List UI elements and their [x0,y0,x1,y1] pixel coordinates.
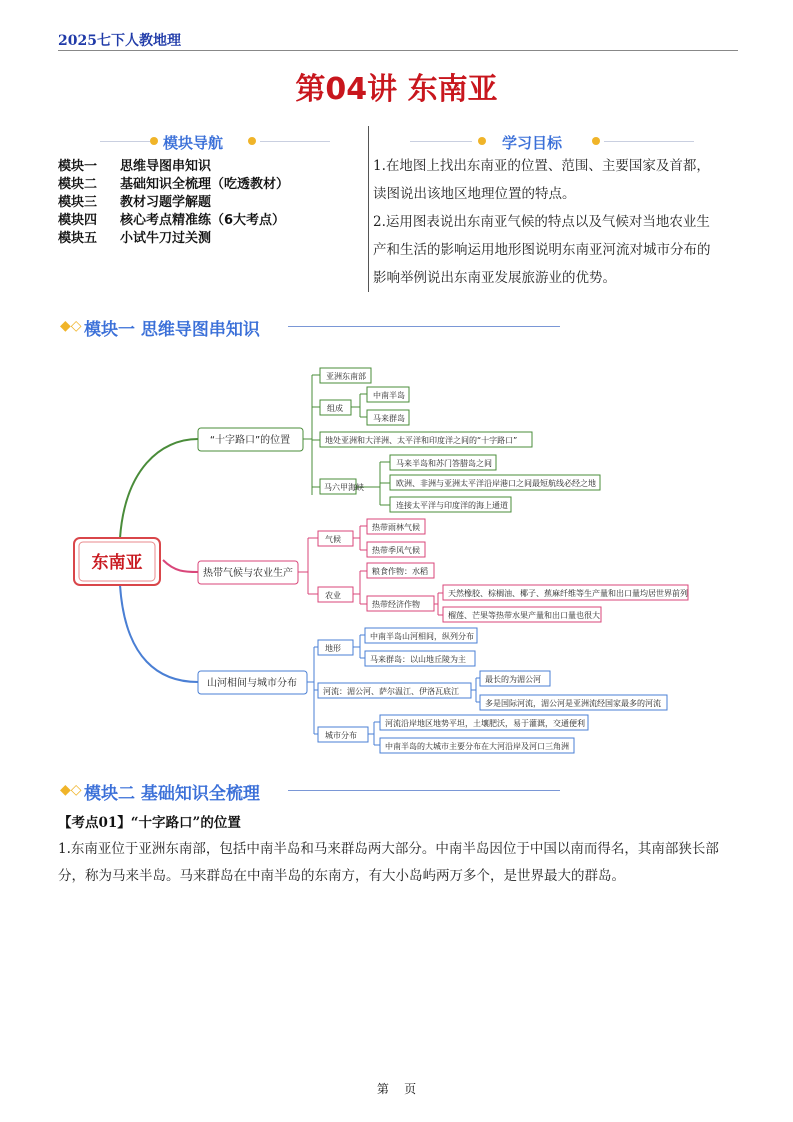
page-footer: 第 页 [376,1082,417,1096]
node-label: 天然橡胶、棕榈油、椰子、蕉麻纤维等生产量和出口量均居世界前列 [448,589,688,598]
kaodian-paragraph: 1.东南亚位于亚洲东南部，包括中南半岛和马来群岛两大部分。中南半岛因位于中国以南而得名，其南部狭长部分，称为马来半岛。马来群岛在中南半岛的东南方，有大小岛屿两万多个，是世界最大的群岛。 [58,841,719,884]
node-label: 多是国际河流，湄公河是亚洲流经国家最多的河流 [485,699,661,708]
node-label: 气候 [325,535,341,544]
module-key: 模块二 [58,177,98,192]
section-diamond-icon: ◆◇ [60,782,82,798]
goals-heading: 学习目标 [502,134,563,152]
module-key: 模块五 [58,231,98,246]
module-item[interactable] [58,212,289,230]
node-label: 河流：湄公河、萨尔温江、伊洛瓦底江 [323,687,459,696]
page-title: 第04讲 东南亚 [295,72,498,107]
node-label: 中南半岛的大城市主要分布在大河沿岸及河口三角洲 [385,742,569,751]
goals-deco-dot-right [592,137,600,145]
branch-connector-1 [120,439,198,538]
node-label: 农业 [325,591,341,600]
node-label: 最长的为湄公河 [485,675,541,684]
section1-title: 模块一 思维导图串知识 [84,320,260,340]
learning-goals [373,152,713,292]
branch-connector-3 [120,585,198,682]
node-label: 榴莲、芒果等热带水果产量和出口量也很大 [448,611,600,620]
node-label: 马来群岛 [373,414,405,423]
node-label: 热带季风气候 [372,546,420,555]
branch1-label: “十字路口”的位置 [209,435,291,446]
section2-title: 模块二 基础知识全梳理 [84,784,260,804]
goals-deco-dot-left [478,137,486,145]
root-label: 东南亚 [91,553,143,573]
node-label: 河流沿岸地区地势平坦，土壤肥沃，易于灌溉，交通便利 [385,719,585,728]
nav-heading: 模块导航 [163,134,224,152]
nav-deco-dot-left [150,137,158,145]
mindmap-root[interactable] [74,538,160,585]
node-label: 马六甲海峡 [324,483,364,492]
node-label: 城市分布 [325,731,357,740]
node-label: 组成 [327,404,343,413]
module-label: 基础知识全梳理（吃透教材） [120,177,290,192]
node-label: 热带雨林气候 [372,523,420,532]
goals-deco-line-right [604,141,694,142]
node-label: 马来群岛：以山地丘陵为主 [370,655,466,664]
module-key: 模块一 [58,159,98,174]
node-label: 马来半岛和苏门答腊岛之间 [396,459,492,468]
section1-rule [288,326,560,327]
module-item[interactable] [58,230,289,248]
header-rule [58,50,738,51]
node-label: 热带经济作物 [372,600,420,609]
goal-item: 1.在地图上找出东南亚的位置、范围、主要国家及首都，读图说出该地区地理位置的特点。 [373,158,710,202]
module-label: 核心考点精准练（6大考点） [120,213,286,228]
nav-deco-line-right [260,141,330,142]
module-label: 思维导图串知识 [120,159,212,174]
goal-item: 2.运用图表说出东南亚气候的特点以及气候对当地农业生产和生活的影响运用地形图说明东南亚河流对城市分布的影响举例说出东南亚发展旅游业的优势。 [373,214,711,286]
node-label: 中南半岛 [373,391,405,400]
branch2-label: 热带气候与农业生产 [203,568,293,579]
goals-deco-line-left [410,141,472,142]
node-label: 亚洲东南部 [326,372,366,381]
module-key: 模块三 [58,195,98,210]
branch-connector-2 [163,560,198,572]
branch3-label: 山河相间与城市分布 [207,678,297,689]
nav-deco-line-left [100,141,150,142]
module-label: 教材习题学解题 [120,195,212,210]
node-label: 地形 [325,644,341,653]
section2-rule [288,790,560,791]
node-label: 中南半岛山河相间，纵列分布 [370,632,474,641]
column-divider [368,126,369,292]
node-label: 地处亚洲和大洋洲、太平洋和印度洋之间的“十字路口” [325,436,518,445]
module-item[interactable] [58,158,289,176]
module-key: 模块四 [58,213,98,228]
section-diamond-icon: ◆◇ [60,318,82,334]
header-title: 2025七下人教地理 [58,33,181,49]
module-item[interactable] [58,194,289,212]
nav-deco-dot-right [248,137,256,145]
mind-map [0,360,793,760]
node-label: 欧洲、非洲与亚洲太平洋沿岸港口之间最短航线必经之地 [396,479,596,488]
module-list [58,158,289,248]
module-item[interactable] [58,176,289,194]
node-label: 连接太平洋与印度洋的海上通道 [396,501,508,510]
node-label: 粮食作物：水稻 [372,567,428,576]
module-label: 小试牛刀过关测 [120,231,212,246]
kaodian-title: 【考点01】“十字路口”的位置 [58,815,241,831]
